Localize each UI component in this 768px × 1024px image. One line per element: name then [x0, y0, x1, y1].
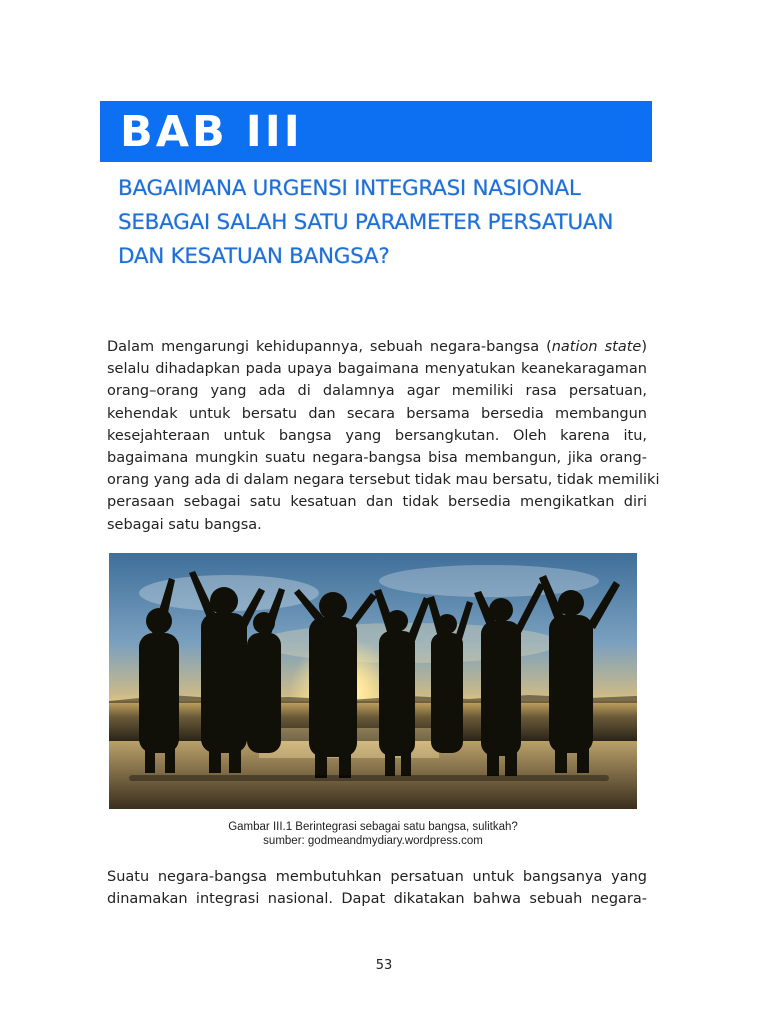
italic-term: nation state — [551, 339, 642, 355]
paragraph-line: orang yang ada di dalam negara tersebut tidak mau bersatu, tidak memiliki — [107, 472, 660, 489]
paragraph-line: selalu dihadapkan pada upaya bagaimana menyatukan keanekaragaman — [107, 361, 647, 378]
paragraph-line: sebagai satu bangsa. — [107, 516, 262, 533]
paragraph-line: orang–orang yang ada di dalamnya agar memiliki rasa persatuan, — [107, 383, 647, 400]
figure-caption-title: Gambar III.1 Berintegrasi sebagai satu bangsa, sulitkah? — [228, 821, 518, 833]
chapter-title-line: DAN KESATUAN BANGSA? — [118, 244, 390, 269]
paragraph-text: Dalam mengarungi kehidupannya, sebuah negara-bangsa ( — [107, 339, 552, 355]
paragraph-line — [107, 336, 647, 358]
body-paragraph — [107, 866, 647, 910]
paragraph-line: kehendak untuk bersatu dan secara bersama bersedia membangun — [107, 405, 647, 422]
paragraph-line: bagaimana mungkin suatu negara-bangsa bisa membangun, jika orang- — [107, 449, 647, 466]
chapter-header-bar — [100, 101, 652, 162]
page-number: 53 — [375, 958, 393, 973]
figure-caption-source: sumber: godmeandmydiary.wordpress.com — [263, 835, 483, 847]
paragraph-line: dinamakan integrasi nasional. Dapat dikatakan bahwa sebuah negara- — [107, 891, 647, 908]
chapter-title-line: BAGAIMANA URGENSI INTEGRASI NASIONAL — [118, 176, 581, 201]
figure-caption — [109, 820, 637, 848]
paragraph-line: perasaan sebagai satu kesatuan dan tidak bersedia mengikatkan diri — [107, 494, 647, 511]
paragraph-line: kesejahteraan untuk bangsa yang bersangkutan. Oleh karena itu, — [107, 427, 647, 444]
figure-photo — [109, 553, 637, 809]
chapter-title — [118, 172, 648, 274]
intro-paragraph — [107, 336, 660, 536]
chapter-label: BAB III — [120, 107, 303, 157]
paragraph-text: ) — [641, 339, 647, 355]
chapter-title-line: SEBAGAI SALAH SATU PARAMETER PERSATUAN — [118, 210, 614, 235]
paragraph-line: Suatu negara-bangsa membutuhkan persatuan untuk bangsanya yang — [107, 869, 647, 885]
